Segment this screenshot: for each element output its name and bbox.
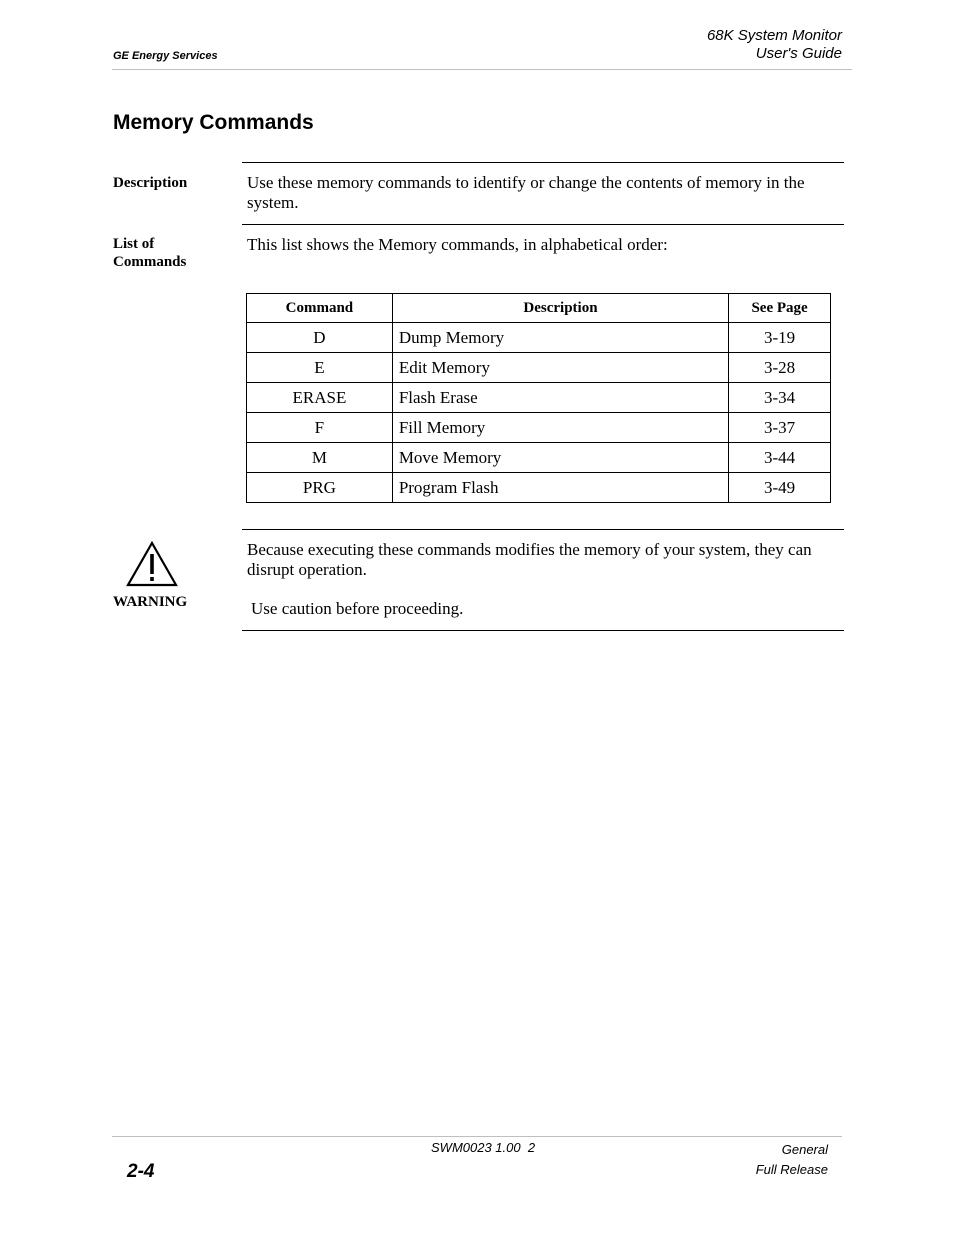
description-label: Description bbox=[113, 175, 188, 191]
warning-caution-text: Use caution before proceeding. bbox=[251, 599, 464, 618]
table-row bbox=[247, 353, 831, 383]
table-row bbox=[247, 473, 831, 503]
description-cell: Fill Memory bbox=[392, 413, 728, 443]
list-label-line2: Commands bbox=[113, 254, 187, 270]
footer-release: Full Release bbox=[755, 1162, 828, 1177]
column-header-description: Description bbox=[392, 294, 728, 323]
document-title-line1: 68K System Monitor bbox=[706, 27, 842, 44]
page-cell: 3-19 bbox=[729, 323, 831, 353]
list-label-line1: List of bbox=[113, 236, 155, 252]
description-text: Use these memory commands to identify or change the contents of memory in the system. bbox=[247, 173, 805, 212]
column-header-see-page: See Page bbox=[729, 294, 831, 323]
page-number: 2-4 bbox=[127, 1161, 155, 1182]
table-row bbox=[247, 413, 831, 443]
description-cell: Dump Memory bbox=[392, 323, 728, 353]
footer-divider bbox=[112, 1136, 842, 1137]
page-cell: 3-28 bbox=[729, 353, 831, 383]
description-cell: Program Flash bbox=[392, 473, 728, 503]
warning-top-rule bbox=[242, 529, 844, 530]
page-cell: 3-37 bbox=[729, 413, 831, 443]
command-cell: ERASE bbox=[247, 383, 393, 413]
page-cell: 3-34 bbox=[729, 383, 831, 413]
warning-label: WARNING bbox=[113, 594, 188, 610]
page-cell: 3-44 bbox=[729, 443, 831, 473]
command-cell: M bbox=[247, 443, 393, 473]
command-cell: E bbox=[247, 353, 393, 383]
command-cell: F bbox=[247, 413, 393, 443]
warning-bottom-rule bbox=[242, 630, 844, 631]
description-bottom-rule bbox=[242, 224, 844, 225]
warning-triangle-icon bbox=[126, 541, 178, 587]
description-cell: Move Memory bbox=[392, 443, 728, 473]
footer-right bbox=[756, 1140, 828, 1180]
document-id: SWM0023 1.00 2 bbox=[431, 1140, 536, 1155]
commands-table bbox=[246, 293, 831, 503]
table-row bbox=[247, 443, 831, 473]
description-cell: Flash Erase bbox=[392, 383, 728, 413]
list-intro-text: This list shows the Memory commands, in alphabetical order: bbox=[247, 235, 668, 254]
command-cell: D bbox=[247, 323, 393, 353]
table-row bbox=[247, 323, 831, 353]
footer-category: General bbox=[781, 1142, 828, 1157]
table-row bbox=[247, 383, 831, 413]
company-name: GE Energy Services bbox=[113, 50, 218, 62]
page-cell: 3-49 bbox=[729, 473, 831, 503]
list-label bbox=[113, 235, 233, 271]
column-header-command: Command bbox=[247, 294, 393, 323]
section-title: Memory Commands bbox=[113, 111, 314, 134]
warning-text: Because executing these commands modifies the memory of your system, they can disrupt operation. bbox=[247, 540, 812, 579]
description-cell: Edit Memory bbox=[392, 353, 728, 383]
document-title-line2: User's Guide bbox=[755, 45, 842, 62]
header-divider bbox=[112, 69, 852, 70]
command-cell: PRG bbox=[247, 473, 393, 503]
document-title bbox=[707, 27, 842, 63]
table-header-row bbox=[247, 294, 831, 323]
description-top-rule bbox=[242, 162, 844, 163]
